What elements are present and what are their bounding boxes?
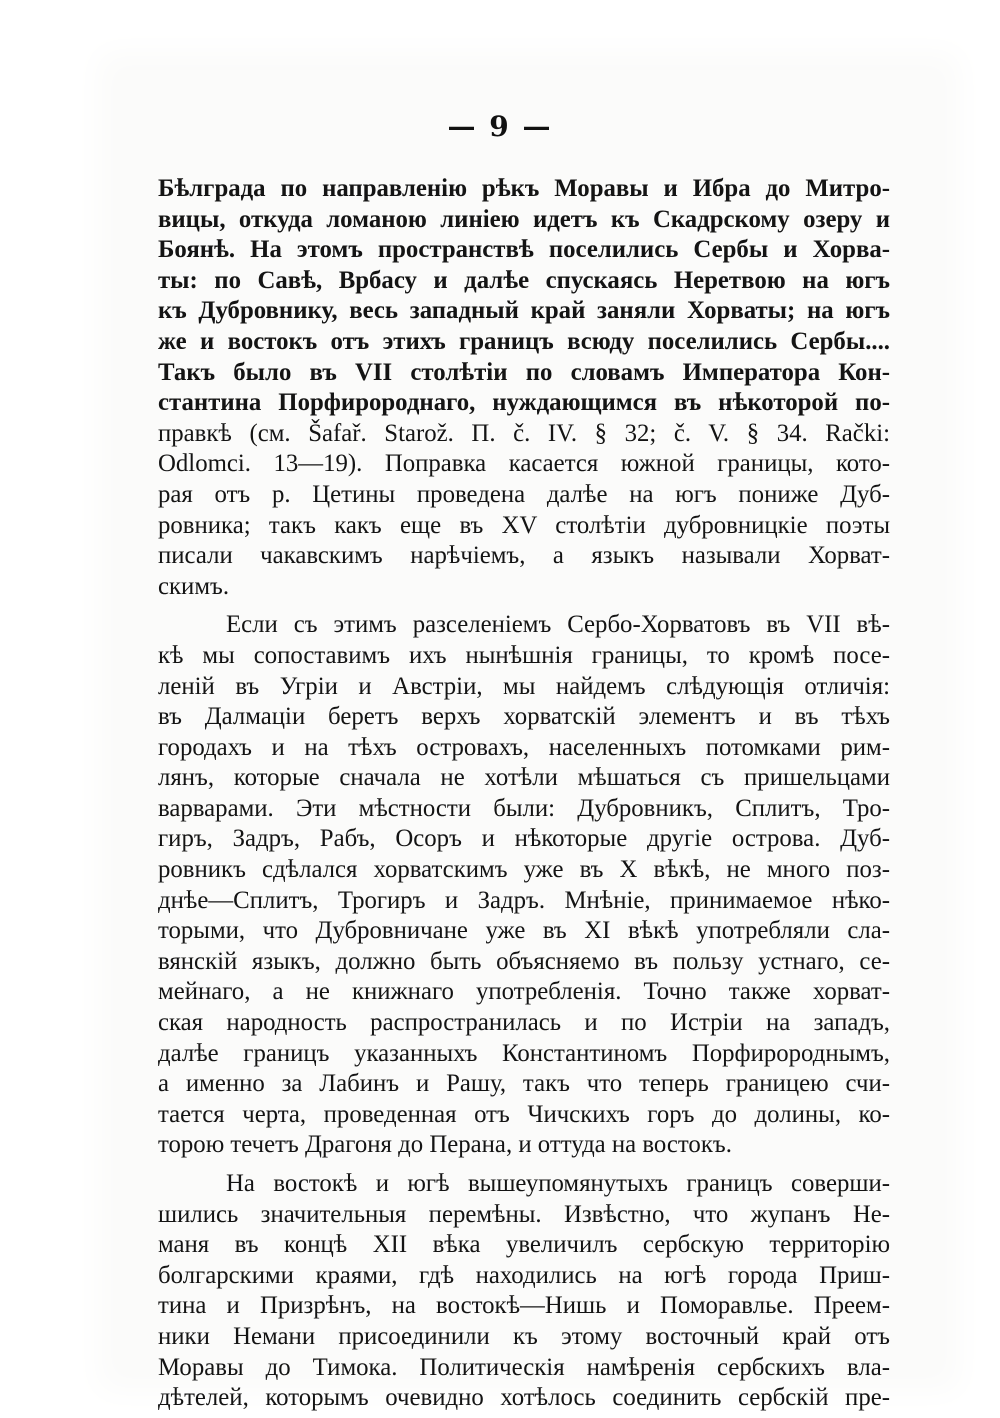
- text-line: Моравы до Тимока. Политическія намѣренія сербскихъ вла-: [158, 1353, 890, 1381]
- text-line: вянскій языкъ, должно быть объясняемо въ пользу устнаго, се-: [158, 947, 890, 975]
- text-line: Odlomci. 13—19). Поправка касается южной границы, кото-: [158, 450, 890, 478]
- text-line: тина и Призрѣнъ, на востокѣ—Нишь и Поморавлье. Преем-: [158, 1292, 890, 1320]
- text-line: скимъ.: [158, 572, 230, 600]
- text-line: же и востокъ отъ этихъ границъ всюду поселились Сербы....: [158, 327, 890, 355]
- text-line: ровникъ сдѣлался хорватскимъ уже въ X вѣкѣ, не много поз-: [158, 856, 890, 884]
- text-line: городахъ и на тѣхъ островахъ, населенныхъ потомками рим-: [158, 733, 890, 761]
- text-line: На востокѣ и югѣ вышеупомянутыхъ границъ соверши-: [226, 1170, 890, 1197]
- text-line: Такъ было въ VII столѣтіи по словамъ Императора Кон-: [158, 358, 890, 386]
- body-text: [158, 174, 890, 1414]
- text-line: стантина Порфиророднаго, нуждающимся въ нѣкоторой по-: [158, 389, 890, 417]
- text-line: ники Немани присоединили къ этому восточный край отъ: [158, 1322, 890, 1350]
- text-line: ты: по Савѣ, Врбасу и далѣе спускаясь Неретвою на югъ: [158, 266, 890, 294]
- text-line: рая отъ р. Цетины проведена далѣе на югъ пониже Дуб-: [158, 480, 890, 508]
- text-line: болгарскими краями, гдѣ находились на югѣ города Приш-: [158, 1261, 890, 1289]
- text-line: маня въ концѣ XII вѣка увеличилъ сербскую территорію: [158, 1231, 890, 1259]
- text-line: мейнаго, а не книжнаго употребленія. Точно также хорват-: [158, 978, 890, 1006]
- text-line: гиръ, Задръ, Рабъ, Осоръ и нѣкоторые другіе острова. Дуб-: [158, 825, 890, 853]
- paragraph-1: [158, 174, 890, 602]
- text-line: варварами. Эти мѣстности были: Дубровникъ, Сплитъ, Тро-: [158, 794, 890, 822]
- text-line: дѣтелей, которымъ очевидно хотѣлось соединить сербскій пре-: [158, 1384, 890, 1412]
- text-line: ровника; такъ какъ еще въ XV столѣтіи дубровницкіе поэты: [158, 511, 890, 539]
- paragraph-3: [158, 1169, 890, 1414]
- text-line: ская народность распространилась и по Истріи на западъ,: [158, 1009, 890, 1037]
- text-line: вицы, откуда ломаною линіею идетъ къ Скадрскому озеру и: [158, 205, 890, 233]
- text-line: днѣе—Сплитъ, Трогиръ и Задръ. Мнѣніе, принимаемое нѣко-: [158, 886, 890, 914]
- page-number: — 9 —: [447, 110, 553, 143]
- text-line: въ Далмаціи беретъ верхъ хорватскій элементъ и въ тѣхъ: [158, 703, 890, 731]
- text-line: Если съ этимъ разселеніемъ Сербо-Хорватовъ въ VII вѣ-: [226, 611, 890, 639]
- paragraph-2: [158, 610, 890, 1161]
- text-line: кѣ мы сопоставимъ ихъ нынѣшнія границы, то кромѣ посе-: [158, 641, 890, 669]
- text-line: писали чакавскимъ нарѣчіемъ, а языкъ называли Хорват-: [158, 542, 890, 570]
- text-line: правкѣ (см. Šafař. Starož. П. č. IV. § 32; č. V. § 34. Rački:: [158, 419, 890, 447]
- text-line: леній въ Угріи и Австріи, мы найдемъ слѣдующія отличія:: [158, 672, 890, 700]
- text-line: Бѣлграда по направленію рѣкъ Моравы и Ибра до Митро-: [158, 175, 890, 202]
- text-line: а именно за Лабинъ и Рашу, такъ что теперь границею счи-: [158, 1070, 890, 1098]
- text-line: шились значительныя перемѣны. Извѣстно, что жупанъ Не-: [158, 1200, 890, 1228]
- text-line: тается черта, проведенная отъ Чичскихъ горъ до долины, ко-: [158, 1100, 890, 1128]
- text-line: торыми, что Дубровничане уже въ XI вѣкѣ употребляли сла-: [158, 917, 890, 945]
- text-line: далѣе границъ указанныхъ Константиномъ Порфиророднымъ,: [158, 1039, 890, 1067]
- text-line: Боянѣ. На этомъ пространствѣ поселились Сербы и Хорва-: [158, 236, 890, 264]
- text-line: лянъ, которые сначала не хотѣли мѣшаться съ пришельцами: [158, 764, 890, 792]
- text-line: торою течетъ Драгоня до Перана, и оттуда на востокъ.: [158, 1131, 732, 1159]
- text-line: къ Дубровнику, весь западный край заняли Хорваты; на югъ: [158, 297, 890, 325]
